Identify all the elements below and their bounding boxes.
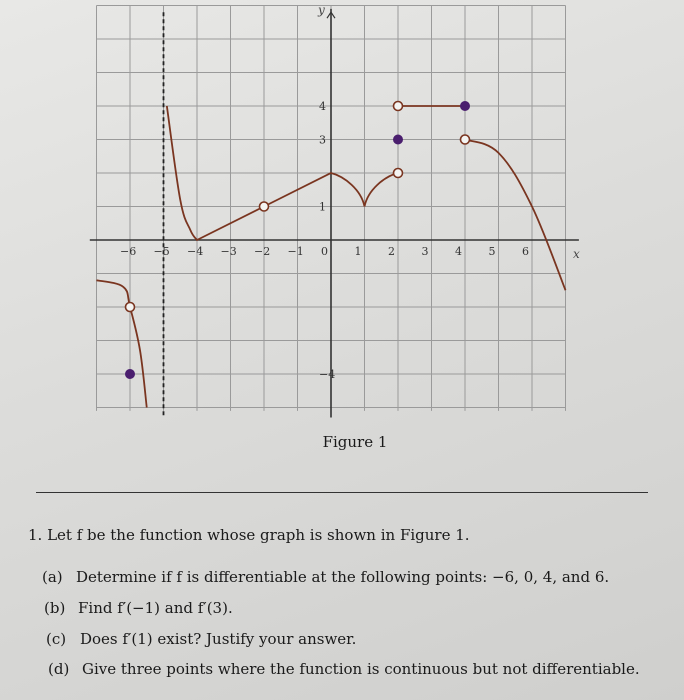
curve-left-branch xyxy=(97,280,147,407)
part-a xyxy=(42,570,609,585)
section-divider xyxy=(36,492,648,493)
x-tick-label: 6 xyxy=(522,245,529,258)
x-tick-label: 1 xyxy=(354,245,362,258)
open-point xyxy=(394,102,403,111)
part-a-text: Determine if f is differentiable at the following points: −6, 0, 4, and 6. xyxy=(76,568,610,586)
x-tick-label: −6 xyxy=(120,245,137,258)
y-tick-label: 1 xyxy=(319,200,326,214)
y-tick-label: 4 xyxy=(319,100,326,113)
x-tick-label: −5 xyxy=(153,245,170,258)
part-b xyxy=(44,601,233,616)
part-d-text: Give three points where the function is continuous but not differentiable. xyxy=(82,660,640,678)
open-point xyxy=(461,135,470,144)
part-c-label: (c) xyxy=(46,630,67,648)
x-tick-label: 3 xyxy=(421,245,429,258)
x-axis-label: x xyxy=(573,247,580,261)
y-tick-label: −4 xyxy=(319,368,336,381)
part-b-label: (b) xyxy=(44,599,66,617)
open-point xyxy=(394,169,403,178)
filled-point xyxy=(126,370,135,379)
part-b-text: Find f′(−1) and f′(3). xyxy=(78,599,233,617)
curve-right-branch xyxy=(465,140,566,291)
part-c-text: Does f′(1) exist? Justify your answer. xyxy=(80,630,357,648)
part-d-label: (d) xyxy=(48,660,70,678)
x-tick-label: −2 xyxy=(254,245,271,258)
x-tick-label: −1 xyxy=(287,245,304,258)
filled-point xyxy=(461,102,470,111)
y-tick-label: 3 xyxy=(319,133,326,147)
x-tick-label: 4 xyxy=(455,245,462,258)
x-tick-label: −3 xyxy=(220,245,237,258)
problem-stem: 1. Let f be the function whose graph is shown in Figure 1. xyxy=(28,526,470,544)
x-tick-label: 2 xyxy=(388,245,395,258)
x-tick-label: 5 xyxy=(488,245,496,258)
open-point xyxy=(126,303,135,312)
x-tick-label: −4 xyxy=(187,245,204,258)
open-point xyxy=(260,202,269,211)
x-tick-label: 0 xyxy=(321,245,328,258)
filled-point xyxy=(394,135,403,144)
part-c xyxy=(46,632,356,647)
part-a-label: (a) xyxy=(42,568,63,586)
figure-caption: Figure 1 xyxy=(322,433,388,451)
y-axis-label: y xyxy=(318,3,325,17)
part-d xyxy=(48,662,640,677)
